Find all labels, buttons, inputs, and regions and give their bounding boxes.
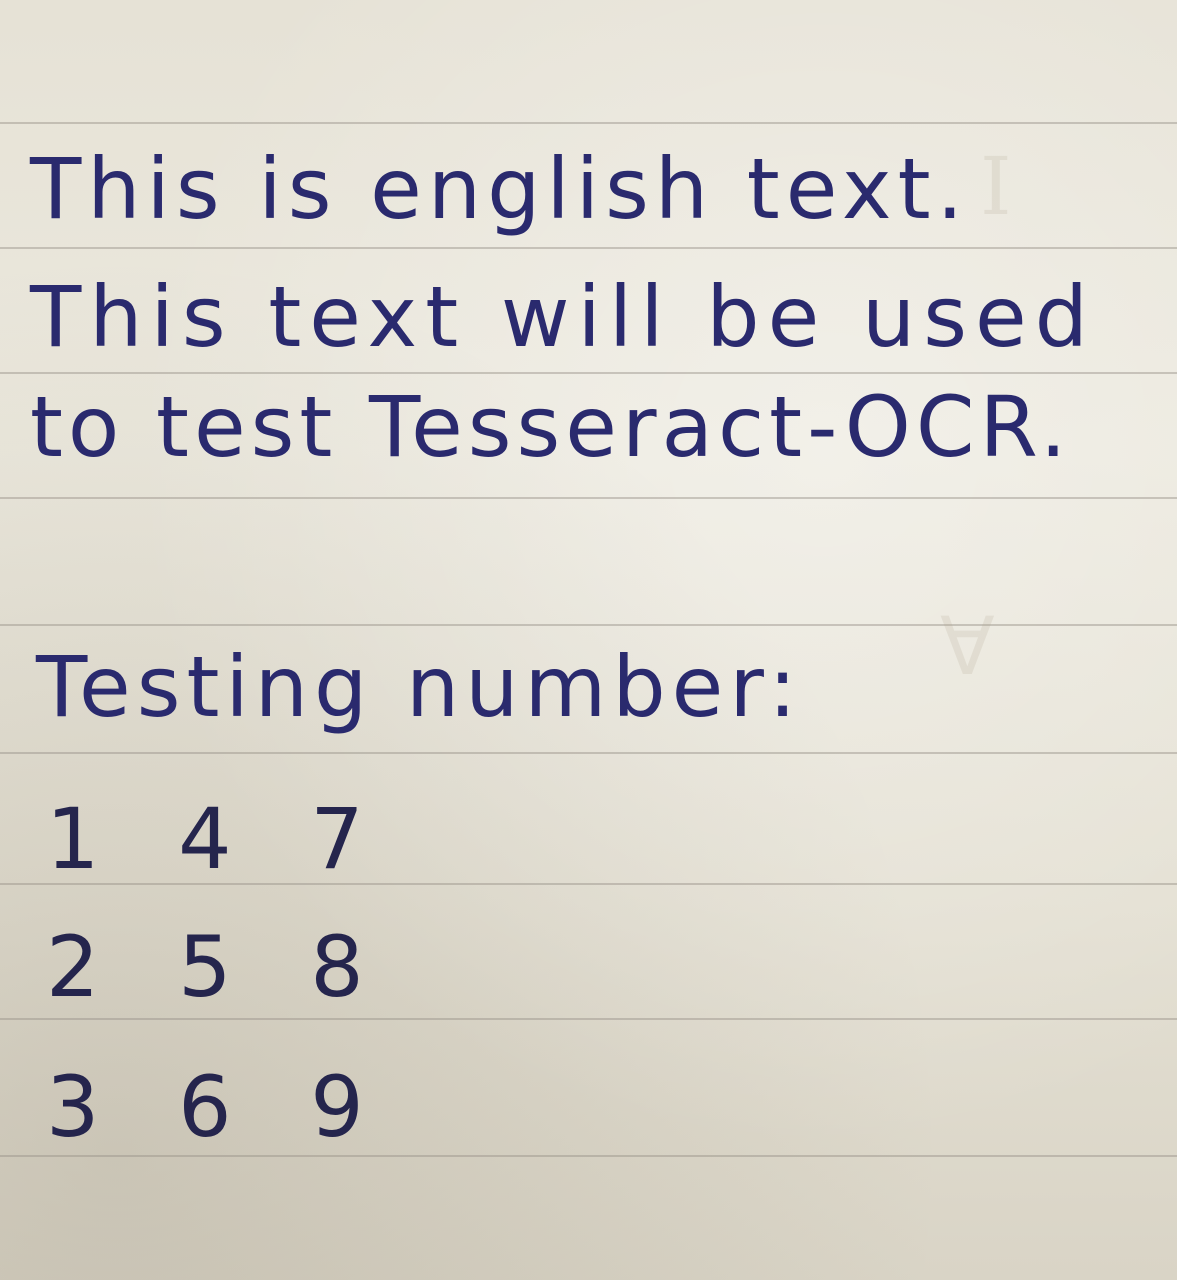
ruled-line xyxy=(0,752,1177,754)
ruled-line xyxy=(0,497,1177,499)
ruled-line xyxy=(0,624,1177,626)
show-through-mark: ꓯ xyxy=(940,600,995,693)
ruled-line xyxy=(0,122,1177,124)
number-row-2: 2 5 8 xyxy=(46,918,390,1016)
show-through-mark: I xyxy=(980,140,1012,233)
number-row-1: 1 4 7 xyxy=(46,790,390,888)
ruled-line xyxy=(0,372,1177,374)
number-row-3: 3 6 9 xyxy=(46,1058,390,1156)
handwritten-line-2: This text will be used xyxy=(30,268,1096,366)
ruled-line xyxy=(0,247,1177,249)
handwritten-line-1: This is english text. xyxy=(30,140,970,238)
ruled-line xyxy=(0,1018,1177,1020)
handwritten-line-3: to test Tesseract-OCR. xyxy=(30,378,1072,476)
handwritten-heading-testing-number: Testing number: xyxy=(36,638,803,736)
